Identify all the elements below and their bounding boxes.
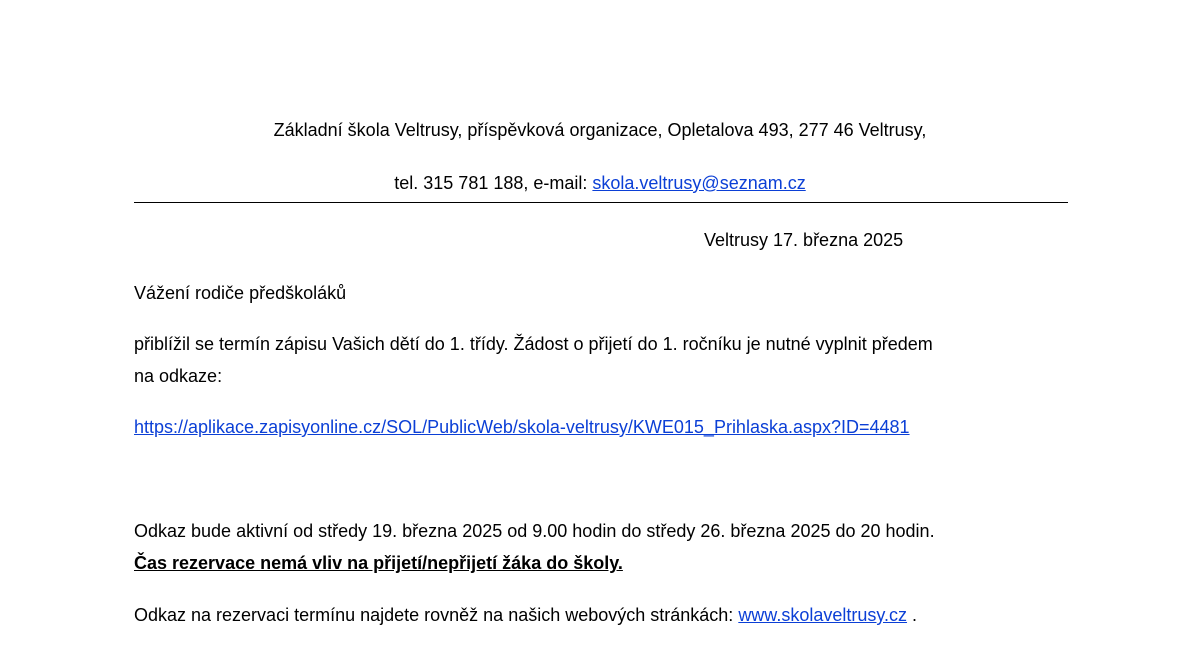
contact-prefix: tel. 315 781 188, e-mail: [394, 173, 593, 193]
school-header-address: Základní škola Veltrusy, příspěvková organizace, Opletalova 493, 277 46 Veltrusy, [273, 120, 927, 140]
email-link[interactable]: skola.veltrusy@seznam.cz [592, 173, 806, 193]
application-link-line [134, 416, 910, 438]
website-prefix: Odkaz na rezervaci termínu najdete rovněž na našich webových stránkách: [134, 605, 739, 625]
paragraph1-line2: na odkaze: [134, 366, 223, 386]
application-link[interactable]: https://aplikace.zapisyonline.cz/SOL/PublicWeb/skola-veltrusy/KWE015_Prihlaska.aspx?ID=4481 [134, 417, 910, 437]
date-line: Veltrusy 17. března 2025 [704, 230, 904, 250]
header-divider [134, 202, 1068, 203]
website-link[interactable]: www.skolaveltrusy.cz [738, 605, 908, 625]
reservation-notice: Čas rezervace nemá vliv na přijetí/nepřijetí žáka do školy. [134, 553, 623, 573]
salutation: Vážení rodiče předškoláků [134, 283, 347, 303]
website-suffix: . [907, 605, 918, 625]
school-header-contact [0, 172, 1200, 194]
paragraph3 [134, 604, 917, 626]
paragraph1-line1: přiblížil se termín zápisu Vašich dětí do 1. třídy. Žádost o přijetí do 1. ročníku je nutné vyplnit předem [134, 334, 933, 354]
paragraph2-line1: Odkaz bude aktivní od středy 19. března 2025 od 9.00 hodin do středy 26. března 2025 do 20 hodin. [134, 521, 935, 541]
